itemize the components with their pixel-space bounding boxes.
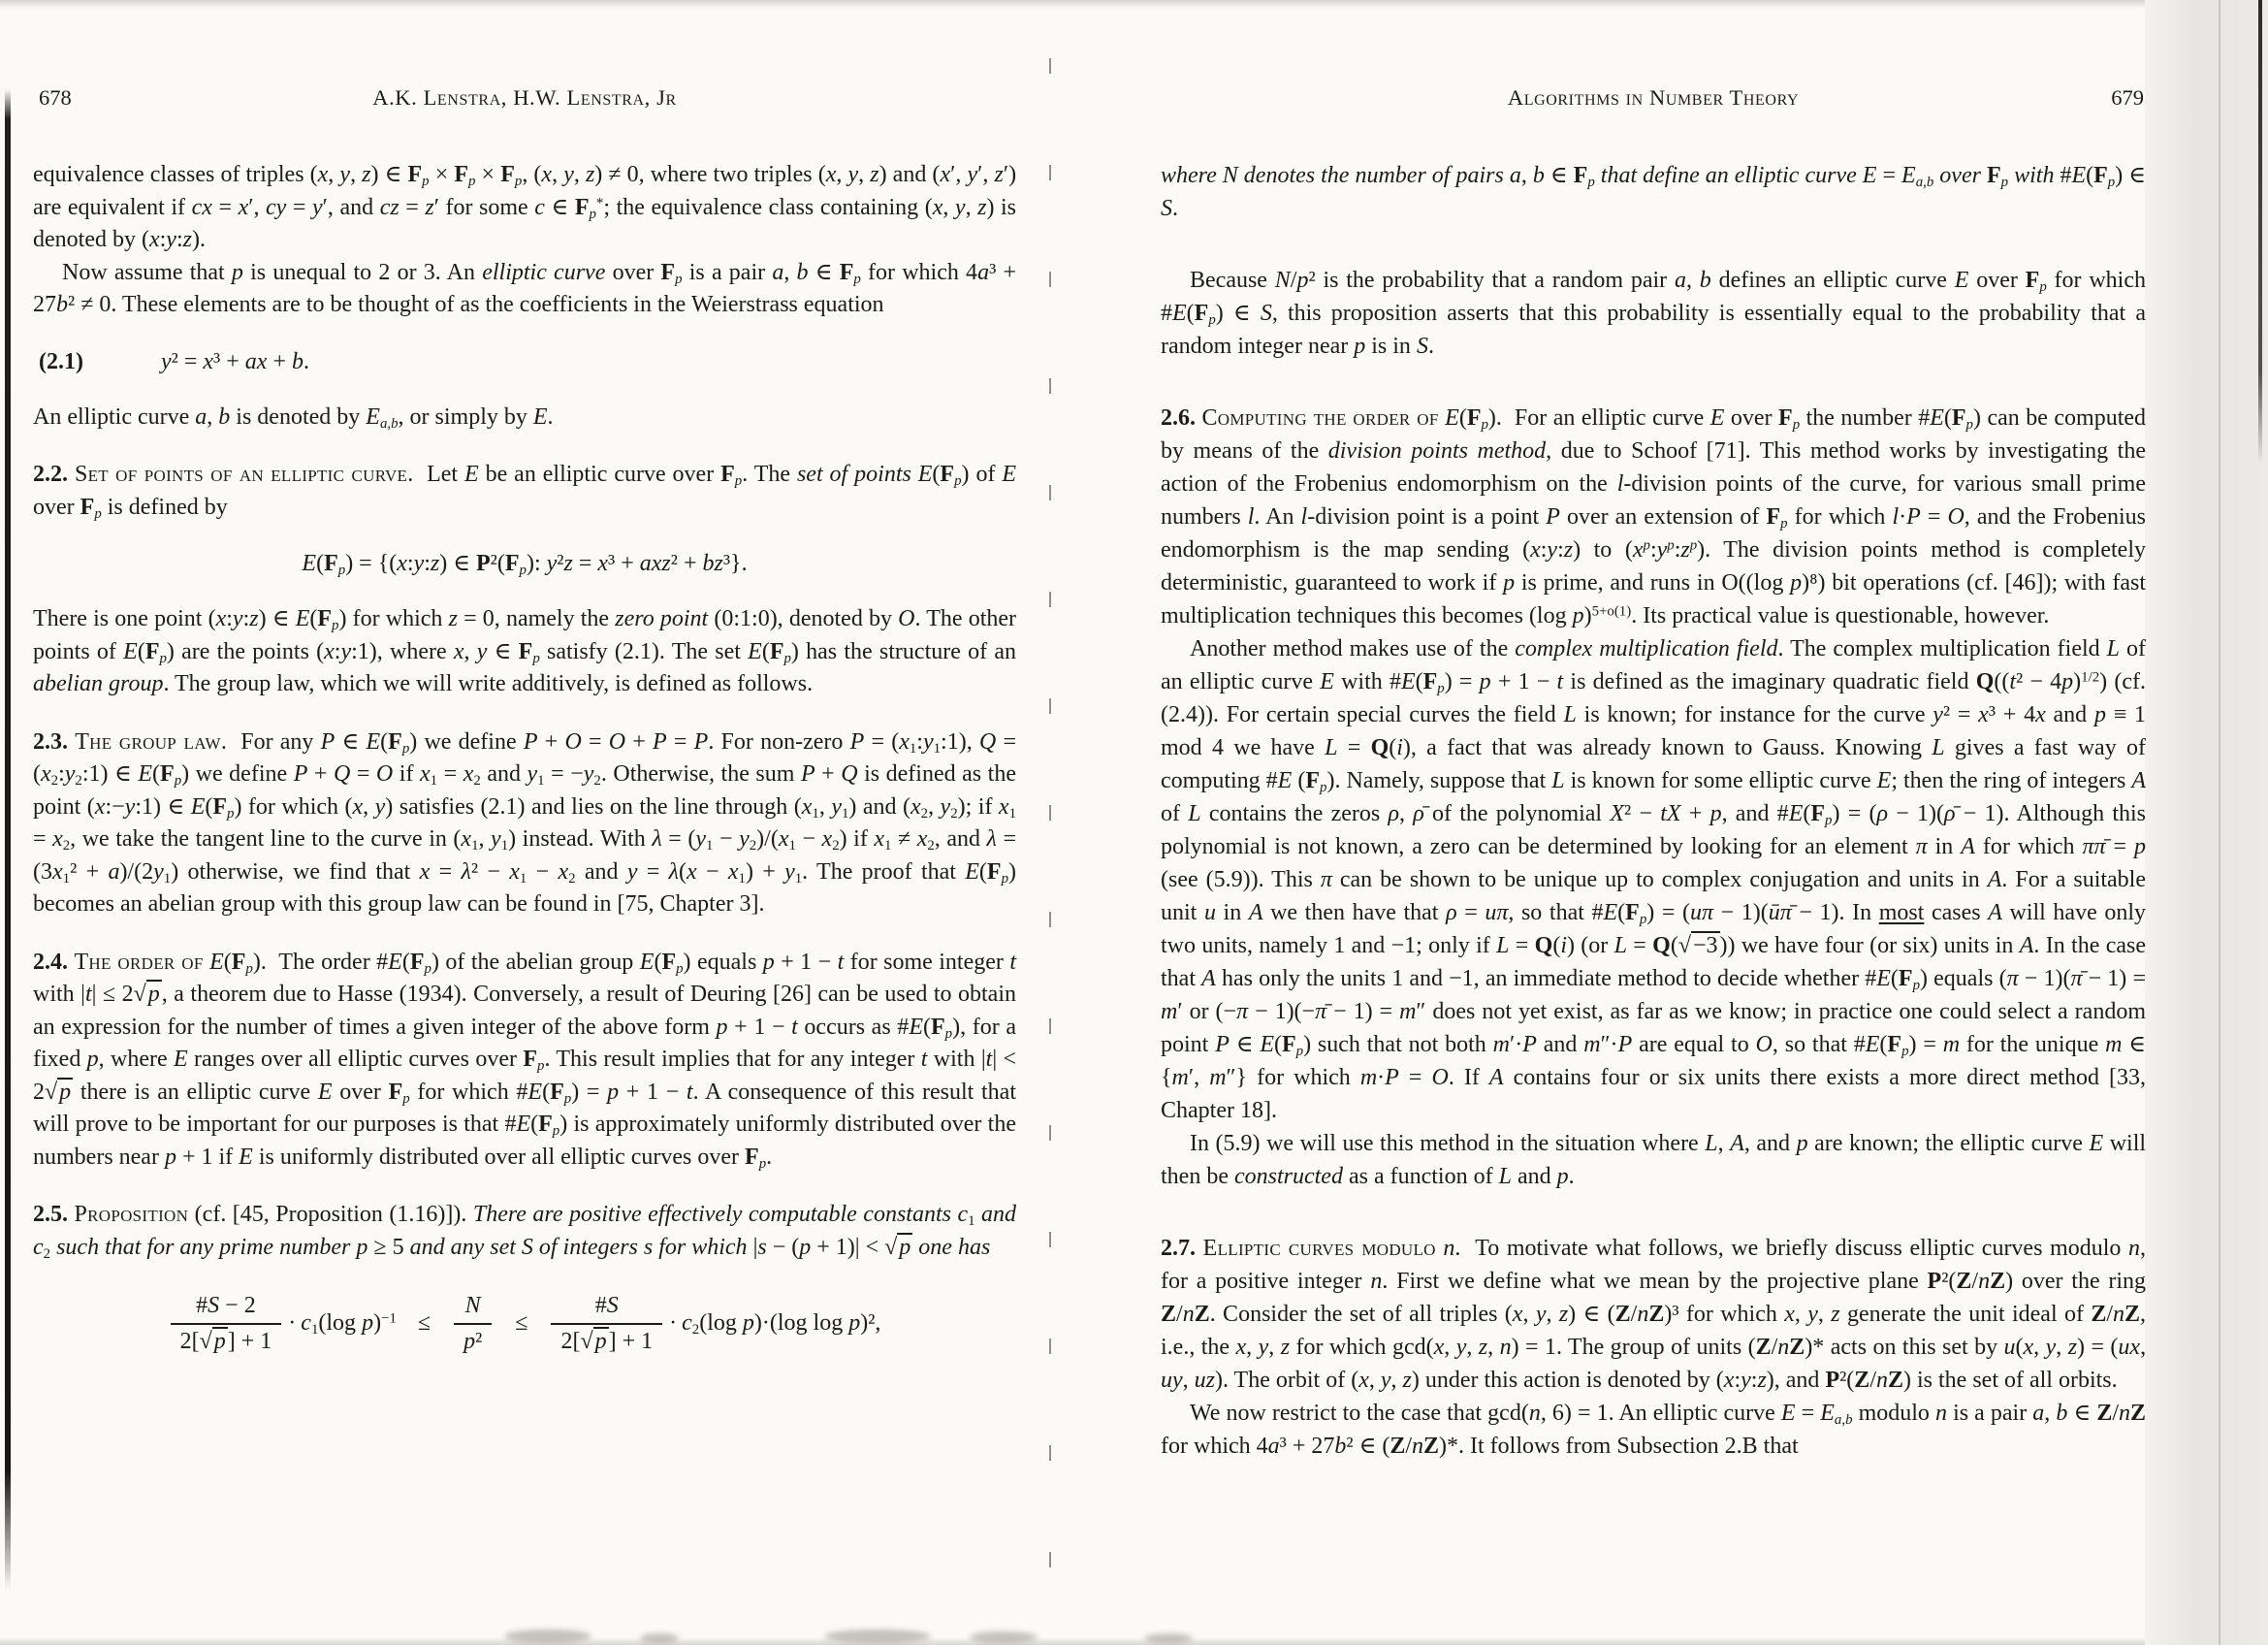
right-page [1161, 85, 2146, 1463]
scan-right-edge-soft-line [2219, 0, 2220, 1645]
display-equation [33, 345, 1016, 378]
scan-right-page-edge [2145, 0, 2268, 1645]
paragraph: There is one point (x:y:z) ∈ $E(F_p)$ for which z = 0, namely the zero point (0:1:0), denoted by O. The other points of $E(F_p)$ are the points (x:y:1), where x, y ∈ $F_p$ satisfy (2.1). The set $E(F_p)$ has the structure of an abelian group. The group law, which we will write additively, is defined as follows. [33, 606, 1017, 696]
paragraph: 2.3. The group law. For any P ∈ $E(F_p)$ we define P + O = O + P = P. For non-zero $P = (x_1:y_1:1)$, $Q = (x_2:y_2:1)$ ∈ $E(F_p)$ we define P + Q = O if $x_1 = x_2$ and $y_1 = -y_2$. Otherwise, the sum P + Q is defined as the point (x:−y:1) ∈ $E(F_p)$ for which (x, y) satisfies (2.1) and lies on the line through ($x_1$, $y_1$) and ($x_2$, $y_2$); if $x_1 = x_2$, we take the tangent line to the curve in ($x_1$, $y_1$) instead. With $\lambda = (y_1 - y_2)/(x_1 - x_2)$ if $x_1 \ne x_2$, and $\lambda = (3x_1^2 + a)/(2y_1)$ otherwise, we find that $x = \lambda^2 - x_1 - x_2$ and $y = \lambda(x - x_1) + y_1$. The proof that $E(F_p)$ becomes an abelian group with this group law can be found in [75, Chapter 3]. [33, 728, 1017, 917]
equation-body: y² = x³ + ax + b. [161, 348, 309, 374]
scan-left-edge-line [5, 89, 11, 1591]
paragraph: equivalence classes of triples (x, y, z) ∈ $F_p \times F_p \times F_p$, (x, y, z) ≠ 0, where two triples (x, y, z) and (x′, y′, z′) are equivalent if cx = x′, cy = y′, and cz = z′ for some c ∈ $F_p^*$; the equivalence class containing (x, y, z) is denoted by (x:y:z). [33, 162, 1017, 252]
left-page-header [33, 85, 1016, 114]
page-number: 678 [39, 85, 72, 110]
left-page-body [33, 159, 1016, 1355]
display-equation [33, 1293, 1016, 1355]
paragraph: Another method makes use of the complex multiplication field. The complex multiplication field L of an elliptic curve E with $\#E(F_p) = p + 1 - t$ is defined as the imaginary quadratic field $Q((t^2 - 4p)^{1/2})$ (cf. (2.4)). For certain special curves the field L is known; for instance for the curve y² = x³ + 4x and p ≡ 1 mod 4 we have L = Q(i), a fact that was already known to Gauss. Knowing L gives a fast way of computing #E $(F_p)$. Namely, suppose that L is known for some elliptic curve E; then the ring of integers A of L contains the zeros ρ, ρ̄ of the polynomial X² − tX + p, and $\#E(F_p) = (\rho$ − 1)(ρ̄ − 1). Although this polynomial is not known, a zero can be determined by looking for an element π in A for which ππ̄ = p (see (5.9)). This π can be shown to be unique up to complex conjugation and units in A. For a suitable unit u in A we then have that ρ = uπ, so that $\#E(F_p) = (u\pi$ − 1)(ūπ̄ − 1). In most cases A will have only two units, namely 1 and −1; only if L = Q(i) (or L = Q(√−3)) we have four (or six) units in A. In the case that A has only the units 1 and −1, an immediate method to decide whether $\#E(F_p)$ equals (π − 1)(π̄ − 1) = m′ or (−π − 1)(−π̄ − 1) = m″ does not yet exist, as far as we know; in practice one could select a random point P ∈ $E(F_p)$ such that not both m′·P and m″·P are equal to O, so that $\#E(F_p) = m$ for the unique m ∈ {m′, m″} for which m·P = O. If A contains four or six units there exists a more direct method [33, Chapter 18]. [1161, 636, 2147, 1123]
paragraph: An elliptic curve a, b is denoted by $E_{a,b}$, or simply by E. [33, 403, 554, 432]
paragraph: 2.5. Proposition (cf. [45, Proposition (1.16)]). There are positive effectively computable constants $c_1$ and $c_2$ such that for any prime number p ≥ 5 and any set S of integers s for which |s − (p + 1)| < √p one has [33, 1202, 1017, 1262]
scan-smudge [1144, 1633, 1193, 1643]
paragraph: Because N/p² is the probability that a random pair a, b defines an elliptic curve E over $F_p$ for which $\#E(F_p)$ ∈ S, this proposition asserts that this probability is essentially equal to the probability that a random integer near p is in S. [1161, 268, 2146, 359]
right-page-header [1161, 85, 2146, 114]
paragraph: 2.6. Computing the order of $E(F_p)$. For an elliptic curve E over $F_p$ the number $\#E(F_p)$ can be computed by means of the division points method, due to Schoof [71]. This method works by investigating the action of the Frobenius endomorphism on the l-division points of the curve, for various small prime numbers l. An l-division point is a point P over an extension of $F_p$ for which l·P = O, and the Frobenius endomorphism is the map sending (x:y:z) to $(x^p:y^p:z^p)$. The division points method is completely deterministic, guaranteed to work if p is prime, and runs in O((log p)⁸) bit operations (cf. [46]); with fast multiplication techniques this becomes (log p)$^{5+o(1)}$. Its practical value is questionable, however. [1161, 405, 2147, 629]
equation-tag: (2.1) [39, 348, 83, 374]
running-head: Algorithms in Number Theory [1507, 85, 1800, 110]
scan-smudge [824, 1629, 931, 1643]
running-head: A.K. Lenstra, H.W. Lenstra, Jr [372, 85, 677, 110]
scan-smudge [504, 1629, 591, 1643]
equation-body: $E(F_p)$ = {(x:y:z) ∈ $P^2(F_p)$: y²z = x³ + axz² + bz³}. [302, 551, 748, 579]
right-page-body [1161, 159, 2146, 1463]
paragraph: 2.7. Elliptic curves modulo n. To motivate what follows, we briefly discuss elliptic curves modulo n, for a positive integer n. First we define what we mean by the projective plane P²(Z/nZ) over the ring Z/nZ. Consider the set of all triples (x, y, z) ∈ (Z/nZ)³ for which x, y, z generate the unit ideal of Z/nZ, i.e., the x, y, z for which gcd(x, y, z, n) = 1. The group of units (Z/nZ)* acts on this set by u(x, y, z) = (ux, uy, uz). The orbit of (x, y, z) under this action is denoted by (x:y:z), and P²(Z/nZ) is the set of all orbits. [1161, 1236, 2147, 1393]
paragraph: We now restrict to the case that gcd(n, 6) = 1. An elliptic curve $E = E_{a,b}$ modulo n is a pair a, b ∈ Z/nZ for which 4a³ + 27b² ∈ (Z/nZ)*. It follows from Subsection 2.B that [1161, 1401, 2147, 1459]
left-page [33, 85, 1016, 1365]
scan-smudge [640, 1633, 679, 1643]
paragraph: 2.4. The order of $E(F_p)$. The order $\#E(F_p)$ of the abelian group $E(F_p)$ equals p + 1 − t for some integer t with |t| ≤ 2√p, a theorem due to Hasse (1934). Conversely, a result of Deuring [26] can be used to obtain an expression for the number of times a given integer of the above form p + 1 − t occurs as $\#E(F_p)$, for a fixed p, where E ranges over all elliptic curves over $F_p$. This result implies that for any integer t with |t| < 2√p there is an elliptic curve E over $F_p$ for which $\#E(F_p) = p + 1 - t$. A consequence of this result that will prove to be important for our purposes is that $\#E(F_p)$ is approximately uniformly distributed over the numbers near p + 1 if E is uniformly distributed over all elliptic curves over $F_p$. [33, 949, 1017, 1172]
display-equation [33, 547, 1016, 580]
scan-smudge [970, 1631, 1038, 1643]
scan-right-edge-dark-line [2258, 0, 2262, 464]
paragraph: Now assume that p is unequal to 2 or 3. An elliptic curve over $F_p$ is a pair a, b ∈ $F_p$ for which 4a³ + 27b² ≠ 0. These elements are to be thought of as the coefficients in the Weierstrass equation [33, 259, 1016, 317]
equation-body: $\frac{\#S - 2}{2[√p] + 1}$ · $c_1(\log$ p)$^{-1}$ ≤ $\frac{N}{\text{p²}}$ ≤ $\frac{\#S}{2[√p] + 1}$ · $c_2(\log$ p)·(log log p)², [169, 1310, 881, 1336]
scan-bottom-shadow [0, 1637, 2268, 1645]
paragraph: where N denotes the number of pairs a, b ∈ $F_p$ that define an elliptic curve $E = E_{a,b}$ over $F_p$ with $\#E(F_p)$ ∈ S. [1161, 163, 2147, 221]
paragraph: In (5.9) we will use this method in the situation where L, A, and p are known; the elliptic curve E will then be constructed as a function of L and p. [1161, 1131, 2147, 1189]
page-number: 679 [2111, 85, 2144, 110]
scan-top-shadow [0, 0, 2268, 9]
page-gutter-line [1049, 58, 1051, 1639]
paragraph: 2.2. Set of points of an elliptic curve. Let E be an elliptic curve over $F_p$. The set of points $E(F_p)$ of E over $F_p$ is defined by [33, 462, 1017, 522]
